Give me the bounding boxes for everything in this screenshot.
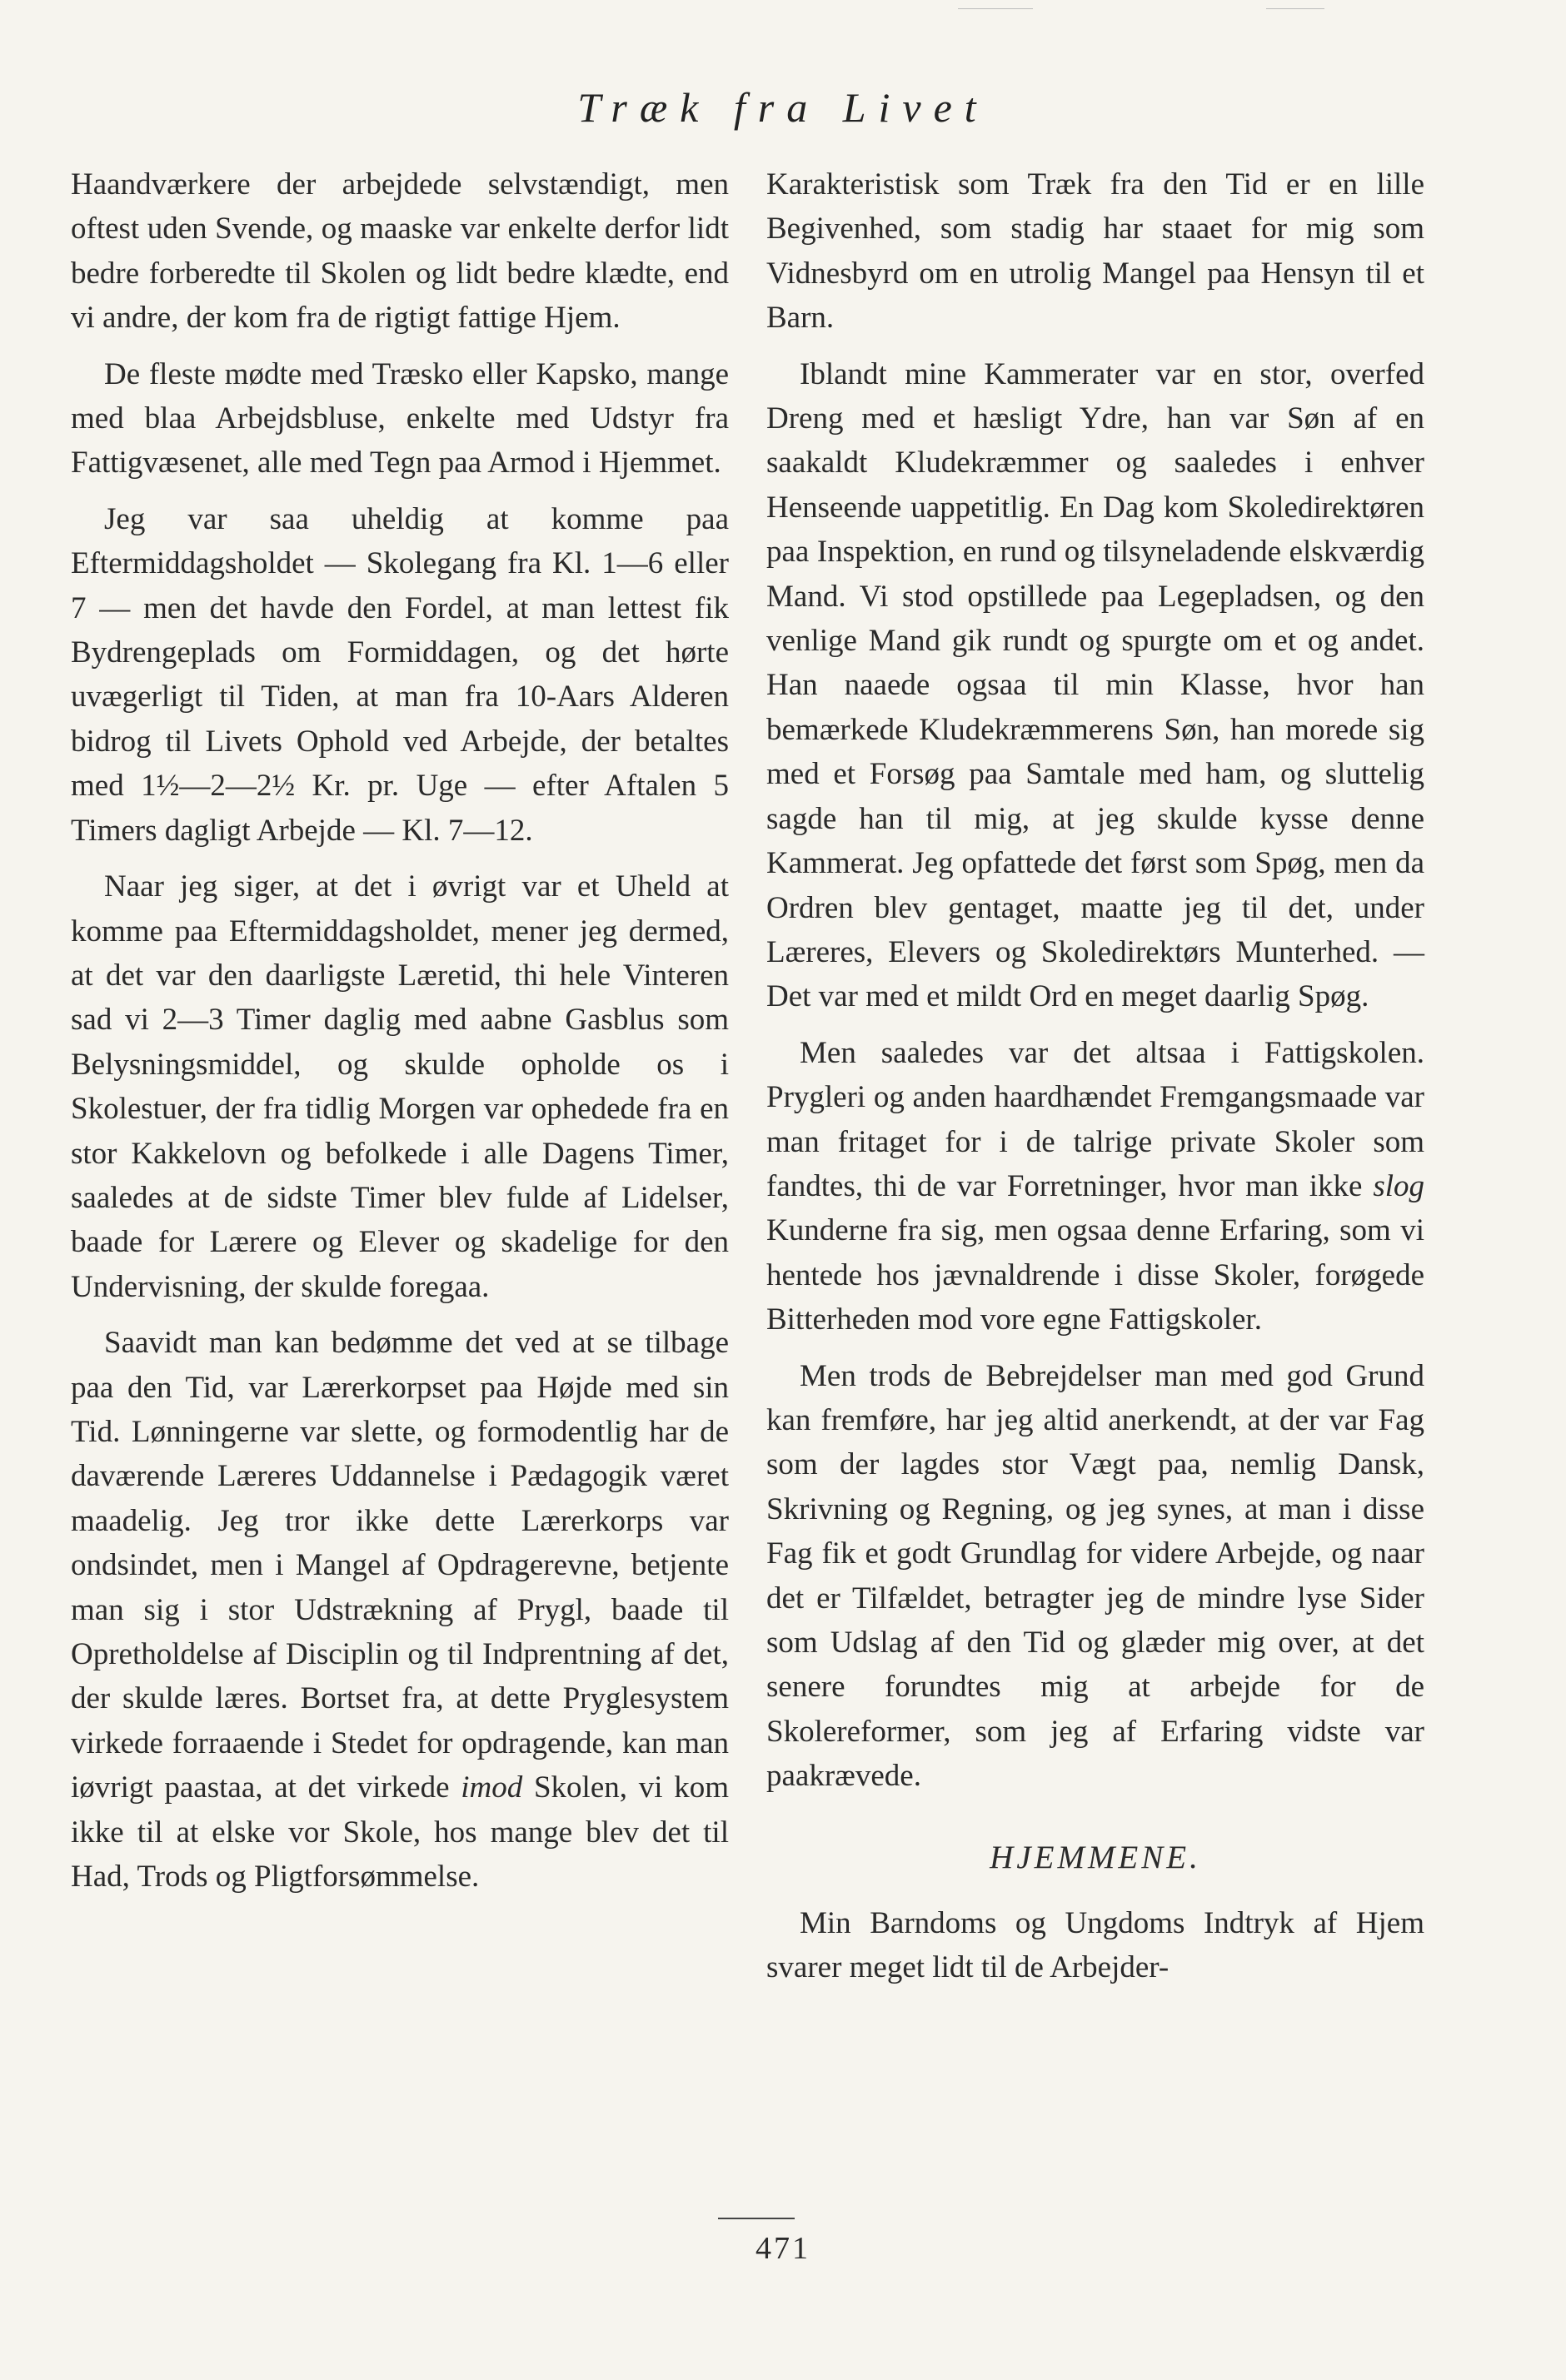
page-number-rule: [718, 2218, 795, 2219]
paragraph: Iblandt mine Kammerater var en stor, overfed Dreng med et hæsligt Ydre, han var Søn af en saakaldt Kludekræmmer og saaledes i enhver Henseende uappetitlig. En Dag kom Skoledirektøren paa Inspektion, en rund og tilsyneladende elskværdig Mand. Vi stod opstillede paa Legepladsen, og den venlige Mand gik rundt og spurgte om et og andet. Han naaede ogsaa til min Klasse, hvor han bemærkede Kludekræmmerens Søn, han morede sig med et Forsøg paa Samtale med ham, og sluttelig sagde han til mig, at jeg skulde kysse denne Kammerat. Jeg opfattede det først som Spøg, men da Ordren blev gentaget, maatte jeg til det, under Læreres, Elevers og Skoledirektørs Munterhed. — Det var med et mildt Ord en meget daarlig Spøg.: [766, 356, 1424, 1014]
paragraph: Men trods de Bebrejdelser man med god Grund kan fremføre, har jeg altid anerkendt, at der var Fag som der lagdes stor Vægt paa, nemlig Dansk, Skrivning og Regning, og jeg synes, at man i disse Fag fik et godt Grundlag for videre Arbejde, og naar det er Tilfældet, betragter jeg de mindre lyse Sider som Udslag af den Tid og glæder mig over, at det senere forundtes mig at arbejde for de Skolereformer, som jeg af Erfaring vidste var paakrævede.: [766, 1358, 1424, 1794]
paragraph-text: Kunderne fra sig, men ogsaa denne Erfaring, som vi hentede hos jævnaldrende i disse Skoler, forøgede Bitterheden mod vore egne Fattigskoler.: [766, 1213, 1424, 1337]
paragraph: Min Barndoms og Ungdoms Indtryk af Hjem svarer meget lidt til de Arbejder-: [766, 1906, 1424, 1985]
left-column: [71, 162, 729, 1899]
top-edge-mark: [1266, 8, 1324, 9]
section-heading: HJEMMENE.: [990, 1839, 1201, 1875]
paragraph: Naar jeg siger, at det i øvrigt var et Uheld at komme paa Eftermiddagsholdet, mener jeg dermed, at det var den daarligste Læretid, thi hele Vinteren sad vi 2—3 Timer daglig med aabne Gasblus som Belysningsmiddel, og skulde opholde os i Skolestuer, der fra tidlig Morgen var ophedede fra en stor Kakkelovn og befolkede i alle Dagens Timer, saaledes at de sidste Timer blev fulde af Lidelser, baade for Lærere og Elever og skadelige for den Undervisning, der skulde foregaa.: [71, 869, 729, 1304]
paragraph-text: Skolen, vi kom ikke til at elske vor Skole, hos mange blev det til Had, Trods og Pligtforsømmelse.: [71, 1770, 730, 1895]
paragraph: [766, 1031, 1424, 1342]
paragraph: De fleste mødte med Træsko eller Kapsko, mange med blaa Arbejdsbluse, enkelte med Udstyr fra Fattigvæsenet, alle med Tegn paa Armod i Hjemmet.: [71, 356, 729, 480]
running-title: Træk fra Livet: [577, 84, 989, 131]
emphasis: slog: [1373, 1168, 1425, 1203]
top-edge-mark: [958, 8, 1033, 9]
emphasis: imod: [461, 1770, 523, 1805]
page-number: 471: [756, 2231, 810, 2266]
paragraph-text: Saavidt man kan bedømme det ved at se tilbage paa den Tid, var Lærerkorpset paa Højde med sin Tid. Lønningerne var slette, og formodentlig har de daværende Læreres Uddannelse i Pædagogik været maadelig. Jeg tror ikke dette Lærerkorps var ondsindet, men i Mangel af Opdragerevne, betjente man sig i stor Udstrækning af Prygl, baade til Opretholdelse af Disciplin og til Indprentning af det, der skulde læres. Bortset fra, at dette Pryglesystem virkede forraaende i Stedet for opdragende, kan man iøvrigt paastaa, at det virkede: [71, 1326, 729, 1805]
paragraph: [71, 1321, 729, 1899]
paragraph-text: Men saaledes var det altsaa i Fattigskolen. Prygleri og anden haardhændet Fremgangsmaade var man fritaget for i de talrige private Skoler som fandtes, thi de var Forretninger, hvor man ikke: [766, 1035, 1424, 1203]
paragraph: Haandværkere der arbejdede selvstændigt, men oftest uden Svende, og maaske var enkelte derfor lidt bedre forberedte til Skolen og lidt bedre klædte, end vi andre, der kom fra de rigtigt fattige Hjem.: [71, 167, 729, 336]
paragraph: Jeg var saa uheldig at komme paa Eftermiddagsholdet — Skolegang fra Kl. 1—6 eller 7 — men det havde den Fordel, at man lettest fik Bydrengeplads om Formiddagen, og det hørte uvægerligt til Tiden, at man fra 10-Aars Alderen bidrog til Livets Ophold ved Arbejde, der betaltes med 1½—2—2½ Kr. pr. Uge — efter Aftalen 5 Timers dagligt Arbejde — Kl. 7—12.: [71, 501, 729, 848]
right-column: [766, 162, 1424, 1990]
paragraph: Karakteristisk som Træk fra den Tid er en lille Begivenhed, som stadig har staaet for mig som Vidnesbyrd om en utrolig Mangel paa Hensyn til et Barn.: [766, 167, 1424, 336]
